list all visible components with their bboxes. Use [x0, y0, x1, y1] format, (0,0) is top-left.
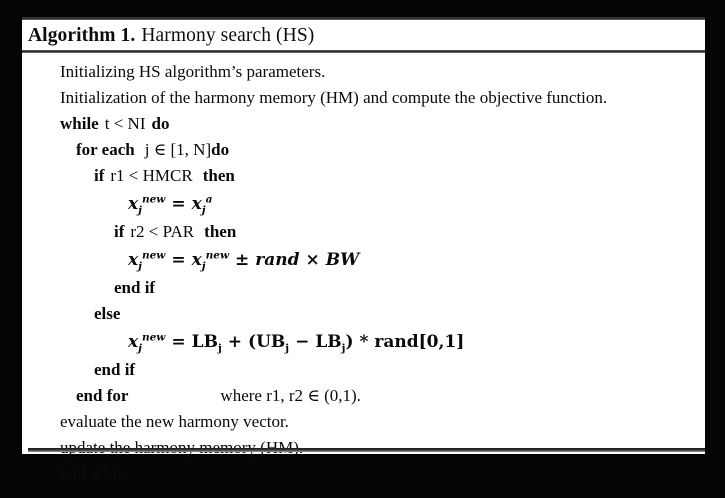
pseudocode-line-end-if-inner — [22, 275, 705, 301]
pseudocode-line-assign-random — [22, 327, 705, 357]
formula-lhs-sub: j — [138, 260, 142, 273]
formula-lhs-sub: j — [138, 204, 142, 217]
keyword-end-if: end if — [94, 360, 136, 379]
formula-times: × — [305, 250, 320, 270]
line-text: evaluate the new harmony vector. — [60, 412, 289, 431]
formula-lhs-sub: j — [138, 342, 142, 355]
pseudocode-line-end-if-outer — [22, 357, 705, 383]
line-text: Initialization of the harmony memory (HM) and compute the objective function. — [60, 88, 608, 107]
keyword-do: do — [151, 114, 170, 133]
pseudocode-line-init-hm — [22, 85, 705, 111]
keyword-do: do — [211, 140, 230, 159]
formula-ub: UB — [256, 332, 286, 352]
pseudocode-line-assign-pitch — [22, 245, 705, 275]
formula-lb-sub: j — [217, 342, 222, 355]
pseudocode-line-if-hmcr — [22, 163, 705, 189]
formula-rhs-sup: new — [205, 249, 230, 262]
pseudocode-line-else — [22, 301, 705, 327]
formula-lb: LB — [191, 332, 218, 352]
formula-plus-minus: ± — [235, 250, 250, 270]
condition-while: t < NI — [104, 114, 146, 133]
formula-rhs-base: x — [191, 250, 202, 270]
where-note: where r1, r2 ∈ (0,1). — [220, 386, 361, 405]
formula-equals: = — [171, 250, 186, 270]
formula-lhs-base: x — [128, 332, 139, 352]
formula-rhs-sub: j — [201, 204, 206, 217]
formula-open-paren: ( — [248, 332, 257, 352]
formula-close-paren: ) — [345, 332, 354, 352]
formula-plus: + — [227, 332, 243, 352]
formula-assign-random — [128, 331, 465, 355]
formula-lhs-sup: new — [141, 249, 166, 262]
pseudocode-line-for-each — [22, 137, 705, 163]
keyword-then: then — [204, 222, 237, 241]
pseudocode-line-assign-xa — [22, 189, 705, 219]
formula-rhs-sup: a — [205, 193, 213, 206]
keyword-then: then — [202, 166, 235, 185]
formula-equals: = — [171, 194, 186, 214]
formula-rand: rand — [255, 250, 300, 270]
keyword-if: if — [114, 222, 125, 241]
formula-ub-sub: j — [285, 342, 290, 355]
formula-assign-xa — [128, 193, 213, 217]
formula-rhs-base: x — [191, 194, 202, 214]
formula-lb2: LB — [315, 332, 342, 352]
keyword-if: if — [94, 166, 105, 185]
condition-if-par: r2 < PAR — [130, 222, 195, 241]
formula-lhs-sup: new — [141, 331, 166, 344]
keyword-end-while: end while — [60, 464, 130, 483]
algorithm-title-label: Algorithm 1. — [28, 25, 136, 46]
pseudocode-line-if-par — [22, 219, 705, 245]
algorithm-body — [22, 53, 705, 487]
line-text: Initializing HS algorithm’s parameters. — [60, 62, 326, 81]
pseudocode-line-end-while — [22, 461, 705, 487]
algorithm-title — [22, 20, 705, 50]
condition-for-each: j ∈ [1, N] — [144, 140, 212, 159]
formula-rhs-sub: j — [201, 260, 206, 273]
pseudocode-line-while-open — [22, 111, 705, 137]
formula-star: * — [359, 332, 369, 352]
algorithm-title-caption: Harmony search (HS) — [141, 25, 315, 46]
keyword-for-each: for each — [76, 140, 135, 159]
formula-assign-pitch — [128, 249, 360, 273]
formula-lb2-sub: j — [341, 342, 346, 355]
keyword-end-for: end for — [76, 386, 129, 405]
pseudocode-line-init-params — [22, 59, 705, 85]
formula-lhs-base: x — [128, 194, 139, 214]
formula-lhs-base: x — [128, 250, 139, 270]
formula-rand-bracket: rand[0,1] — [374, 332, 465, 352]
pseudocode-line-end-for — [22, 383, 705, 409]
formula-equals: = — [171, 332, 186, 352]
keyword-end-if: end if — [114, 278, 156, 297]
algorithm-figure-panel — [22, 17, 705, 483]
pseudocode-line-evaluate — [22, 409, 705, 435]
bottom-rule — [28, 448, 705, 452]
keyword-else: else — [94, 304, 121, 323]
formula-lhs-sup: new — [141, 193, 166, 206]
keyword-while: while — [60, 114, 99, 133]
formula-bw: BW — [325, 250, 360, 270]
condition-if-hmcr: r1 < HMCR — [110, 166, 193, 185]
formula-minus: − — [295, 332, 310, 352]
